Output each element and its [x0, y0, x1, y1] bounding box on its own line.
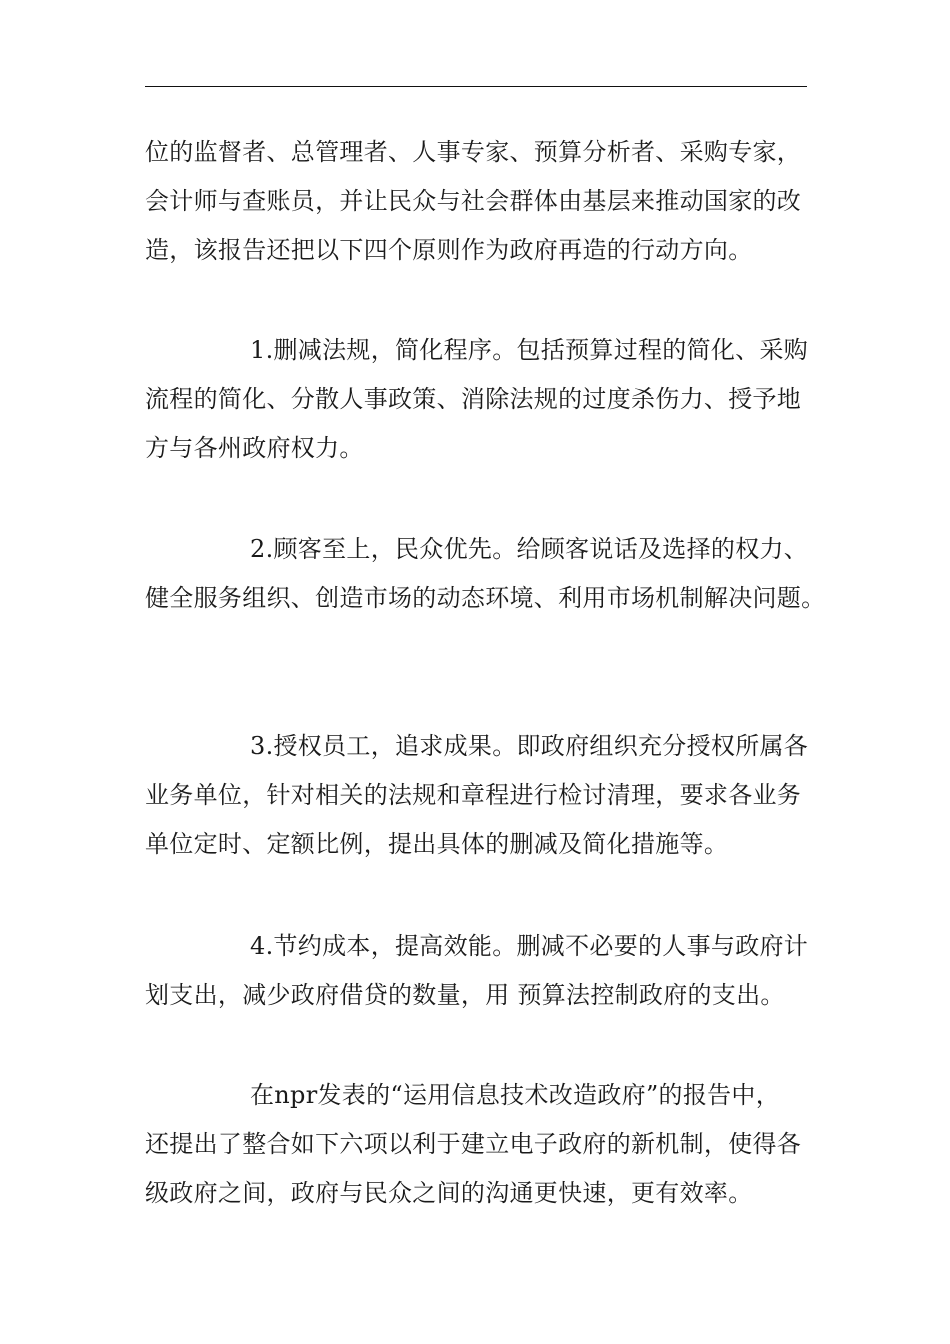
text-line: 2.顾客至上，民众优先。给顾客说话及选择的权力、 — [250, 535, 809, 563]
paragraph-npr-report — [145, 1071, 807, 1218]
paragraph-principle-1 — [145, 326, 807, 473]
text-line: 在npr发表的“运用信息技术改造政府”的报告中， — [250, 1081, 781, 1109]
paragraph-principle-3 — [145, 722, 807, 869]
text-line: 单位定时、定额比例，提出具体的删减及简化措施等。 — [145, 830, 729, 858]
paragraph-intro — [145, 128, 807, 275]
text-line: 级政府之间，政府与民众之间的沟通更快速，更有效率。 — [145, 1179, 753, 1207]
paragraph-principle-4 — [145, 922, 807, 1020]
text-line: 还提出了整合如下六项以利于建立电子政府的新机制，使得各 — [145, 1130, 802, 1158]
text-line: 位的监督者、总管理者、人事专家、预算分析者、采购专家， — [145, 138, 802, 166]
text-line: 1.删减法规，简化程序。包括预算过程的简化、采购 — [250, 336, 809, 364]
text-line: 方与各州政府权力。 — [145, 434, 364, 462]
text-line: 造，该报告还把以下四个原则作为政府再造的行动方向。 — [145, 236, 753, 264]
text-line: 划支出，减少政府借贷的数量，用 预算法控制政府的支出。 — [145, 981, 785, 1009]
text-line: 3.授权员工，追求成果。即政府组织充分授权所属各 — [250, 732, 809, 760]
text-line: 流程的简化、分散人事政策、消除法规的过度杀伤力、授予地 — [145, 385, 802, 413]
text-line: 健全服务组织、创造市场的动态环境、利用市场机制解决问题。 — [145, 584, 826, 612]
paragraph-principle-2 — [145, 525, 826, 623]
text-line: 4.节约成本，提高效能。删减不必要的人事与政府计 — [250, 932, 809, 960]
header-rule — [145, 86, 807, 87]
text-line: 业务单位，针对相关的法规和章程进行检讨清理，要求各业务 — [145, 781, 802, 809]
text-line: 会计师与查账员，并让民众与社会群体由基层来推动国家的改 — [145, 187, 802, 215]
